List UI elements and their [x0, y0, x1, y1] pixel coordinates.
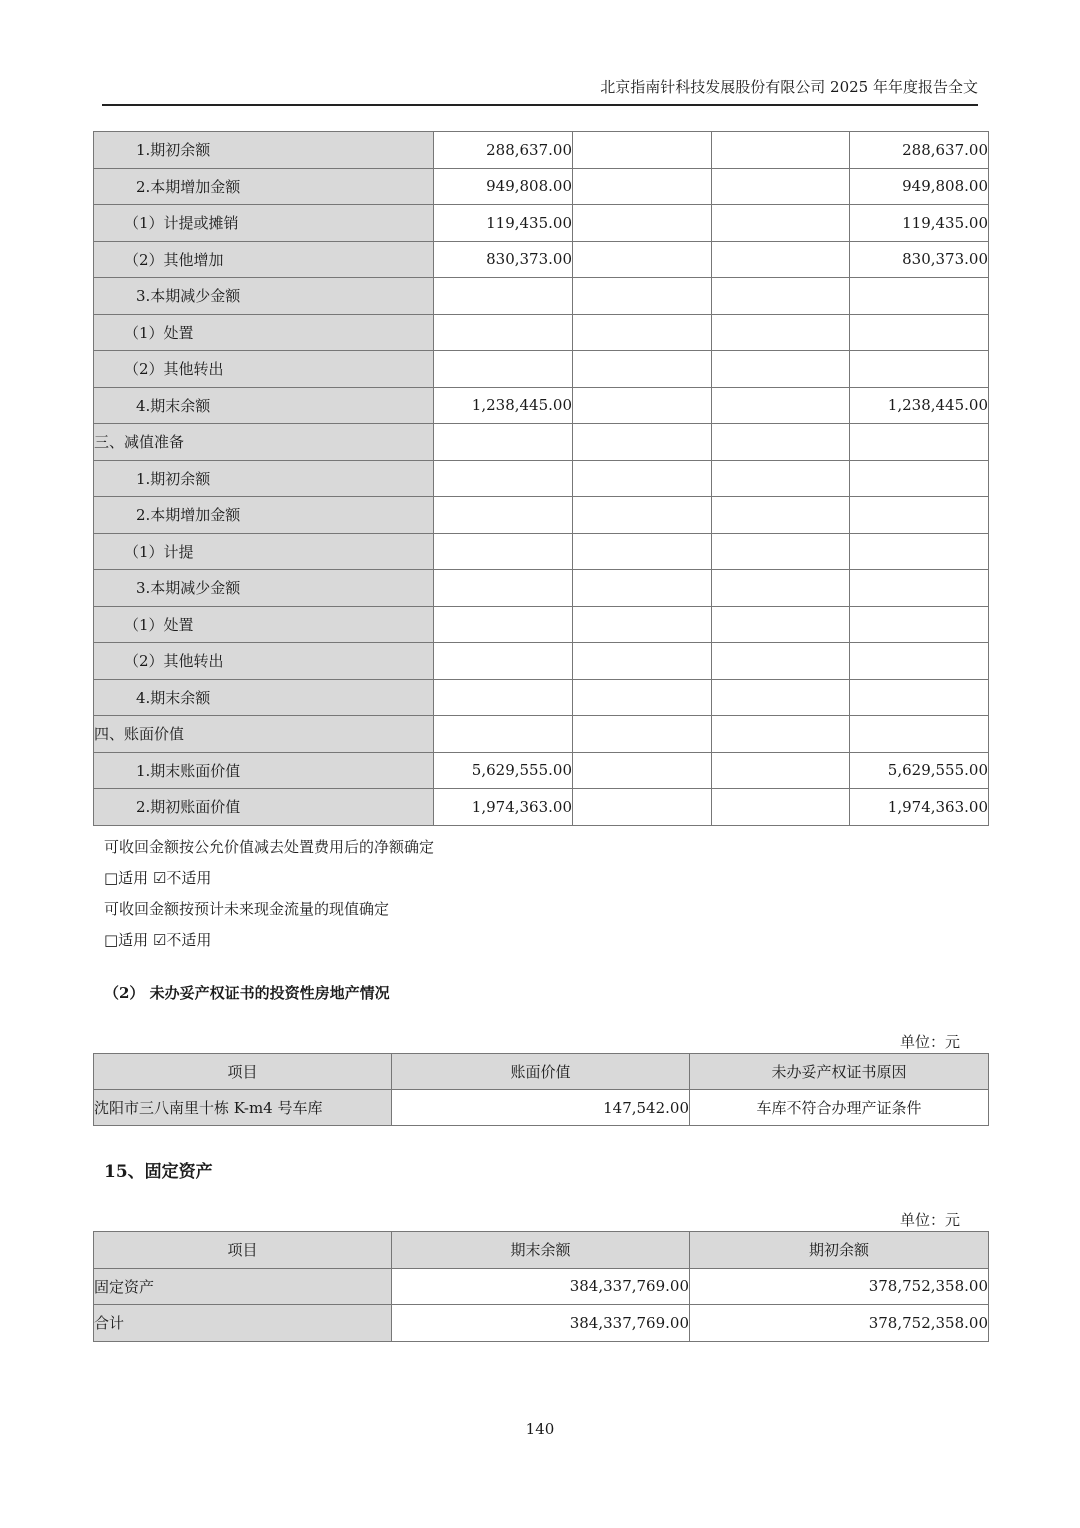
value-cell	[434, 497, 573, 534]
value-cell	[712, 205, 850, 242]
value-cell	[850, 460, 989, 497]
header-cell: 项目	[94, 1232, 392, 1269]
table-row	[94, 679, 989, 716]
table-row	[94, 1268, 989, 1305]
value-cell: 5,629,555.00	[434, 752, 573, 789]
value-cell	[712, 351, 850, 388]
investment-property-table	[93, 131, 989, 826]
value-cell	[712, 789, 850, 826]
row-label: （2）其他增加	[94, 241, 434, 278]
value-cell: 949,808.00	[850, 168, 989, 205]
value-cell	[434, 278, 573, 315]
section2-title: （2） 未办妥产权证书的投资性房地产情况	[104, 984, 390, 1002]
value-cell	[850, 679, 989, 716]
row-label: 沈阳市三八南里十栋 K-m4 号车库	[94, 1090, 392, 1126]
value-cell	[573, 205, 712, 242]
value-cell	[573, 168, 712, 205]
value-cell: 1,238,445.00	[434, 387, 573, 424]
row-label: 1.期初余额	[94, 132, 434, 169]
value-cell: 288,637.00	[850, 132, 989, 169]
row-label: 2.期初账面价值	[94, 789, 434, 826]
value-cell	[712, 387, 850, 424]
value-cell	[712, 460, 850, 497]
value-cell	[434, 606, 573, 643]
value-cell	[712, 533, 850, 570]
row-label: 4.期末余额	[94, 387, 434, 424]
row-label: （1）计提	[94, 533, 434, 570]
row-label: 4.期末余额	[94, 679, 434, 716]
value-cell: 830,373.00	[850, 241, 989, 278]
value-cell: 288,637.00	[434, 132, 573, 169]
value-cell	[712, 241, 850, 278]
value-cell	[712, 278, 850, 315]
table-row	[94, 606, 989, 643]
table-row	[94, 241, 989, 278]
value-cell	[850, 643, 989, 680]
value-cell	[434, 533, 573, 570]
value-cell	[573, 351, 712, 388]
value-cell: 378,752,358.00	[690, 1305, 989, 1342]
table-row	[94, 1090, 989, 1126]
header-cell: 期末余额	[392, 1232, 690, 1269]
row-label: 2.本期增加金额	[94, 497, 434, 534]
header-cell: 未办妥产权证书原因	[690, 1054, 989, 1090]
value-cell	[573, 241, 712, 278]
value-cell	[573, 570, 712, 607]
uncertified-property-table	[93, 1053, 989, 1126]
value-cell	[434, 643, 573, 680]
value-cell	[712, 679, 850, 716]
table-row	[94, 351, 989, 388]
value-cell: 1,974,363.00	[434, 789, 573, 826]
header-cell: 项目	[94, 1054, 392, 1090]
row-label: （2）其他转出	[94, 643, 434, 680]
fixed-assets-table	[93, 1231, 989, 1342]
value-cell	[573, 132, 712, 169]
section2-unit: 单位：元	[899, 1033, 960, 1051]
value-cell	[573, 752, 712, 789]
section3-unit: 单位：元	[899, 1211, 960, 1229]
value-cell	[712, 643, 850, 680]
page-header: 北京指南针科技发展股份有限公司 2025 年年度报告全文	[102, 76, 978, 106]
value-cell	[712, 752, 850, 789]
value-cell	[573, 278, 712, 315]
value-cell	[850, 424, 989, 461]
table-row	[94, 752, 989, 789]
table-row	[94, 716, 989, 753]
table-header-row	[94, 1232, 989, 1269]
row-label: 1.期末账面价值	[94, 752, 434, 789]
value-cell	[434, 679, 573, 716]
value-cell	[573, 424, 712, 461]
value-cell	[712, 132, 850, 169]
row-label: （2）其他转出	[94, 351, 434, 388]
value-cell	[573, 716, 712, 753]
value-cell: 384,337,769.00	[392, 1268, 690, 1305]
row-label: （1）处置	[94, 606, 434, 643]
value-cell	[573, 606, 712, 643]
value-cell	[573, 460, 712, 497]
value-cell	[573, 679, 712, 716]
value-cell	[573, 533, 712, 570]
value-cell: 119,435.00	[434, 205, 573, 242]
row-label: 1.期初余额	[94, 460, 434, 497]
row-label: 3.本期减少金额	[94, 278, 434, 315]
table-row	[94, 424, 989, 461]
row-label: 三、减值准备	[94, 424, 434, 461]
table-row	[94, 314, 989, 351]
value-cell	[850, 351, 989, 388]
value-cell	[434, 424, 573, 461]
reason-cell: 车库不符合办理产证条件	[690, 1090, 989, 1126]
value-cell	[712, 168, 850, 205]
table-row	[94, 533, 989, 570]
value-cell: 1,974,363.00	[850, 789, 989, 826]
value-cell	[850, 497, 989, 534]
note-fair-value: 可收回金额按公允价值减去处置费用后的净额确定	[104, 838, 435, 856]
table-row	[94, 789, 989, 826]
note-present-value: 可收回金额按预计未来现金流量的现值确定	[104, 900, 390, 918]
note-applicability-2: □适用 ☑不适用	[104, 931, 212, 949]
row-label: 2.本期增加金额	[94, 168, 434, 205]
header-cell: 账面价值	[392, 1054, 690, 1090]
table-row	[94, 168, 989, 205]
value-cell: 147,542.00	[392, 1090, 690, 1126]
value-cell: 5,629,555.00	[850, 752, 989, 789]
table-row	[94, 387, 989, 424]
page-number: 140	[525, 1420, 555, 1438]
header-cell: 期初余额	[690, 1232, 989, 1269]
value-cell	[712, 497, 850, 534]
value-cell	[434, 570, 573, 607]
table-row	[94, 460, 989, 497]
table-row	[94, 132, 989, 169]
value-cell	[434, 460, 573, 497]
value-cell	[573, 789, 712, 826]
row-label: 固定资产	[94, 1268, 392, 1305]
table-row	[94, 205, 989, 242]
value-cell: 949,808.00	[434, 168, 573, 205]
value-cell	[850, 570, 989, 607]
value-cell: 378,752,358.00	[690, 1268, 989, 1305]
value-cell	[434, 351, 573, 388]
value-cell	[573, 314, 712, 351]
value-cell	[850, 314, 989, 351]
note-applicability-1: □适用 ☑不适用	[104, 869, 212, 887]
value-cell: 119,435.00	[850, 205, 989, 242]
row-label: 合计	[94, 1305, 392, 1342]
value-cell	[573, 497, 712, 534]
value-cell	[434, 314, 573, 351]
value-cell	[850, 606, 989, 643]
table-row	[94, 497, 989, 534]
row-label: 3.本期减少金额	[94, 570, 434, 607]
value-cell	[850, 278, 989, 315]
value-cell: 1,238,445.00	[850, 387, 989, 424]
value-cell	[712, 716, 850, 753]
value-cell	[712, 606, 850, 643]
row-label: （1）计提或摊销	[94, 205, 434, 242]
row-label: （1）处置	[94, 314, 434, 351]
value-cell: 384,337,769.00	[392, 1305, 690, 1342]
table-row	[94, 643, 989, 680]
value-cell: 830,373.00	[434, 241, 573, 278]
value-cell	[434, 716, 573, 753]
value-cell	[573, 643, 712, 680]
value-cell	[573, 387, 712, 424]
section3-title: 15、固定资产	[104, 1162, 213, 1182]
table-row	[94, 1305, 989, 1342]
table-header-row	[94, 1054, 989, 1090]
value-cell	[850, 533, 989, 570]
table-row	[94, 278, 989, 315]
value-cell	[850, 716, 989, 753]
value-cell	[712, 314, 850, 351]
value-cell	[712, 570, 850, 607]
value-cell	[712, 424, 850, 461]
table-row	[94, 570, 989, 607]
row-label: 四、账面价值	[94, 716, 434, 753]
